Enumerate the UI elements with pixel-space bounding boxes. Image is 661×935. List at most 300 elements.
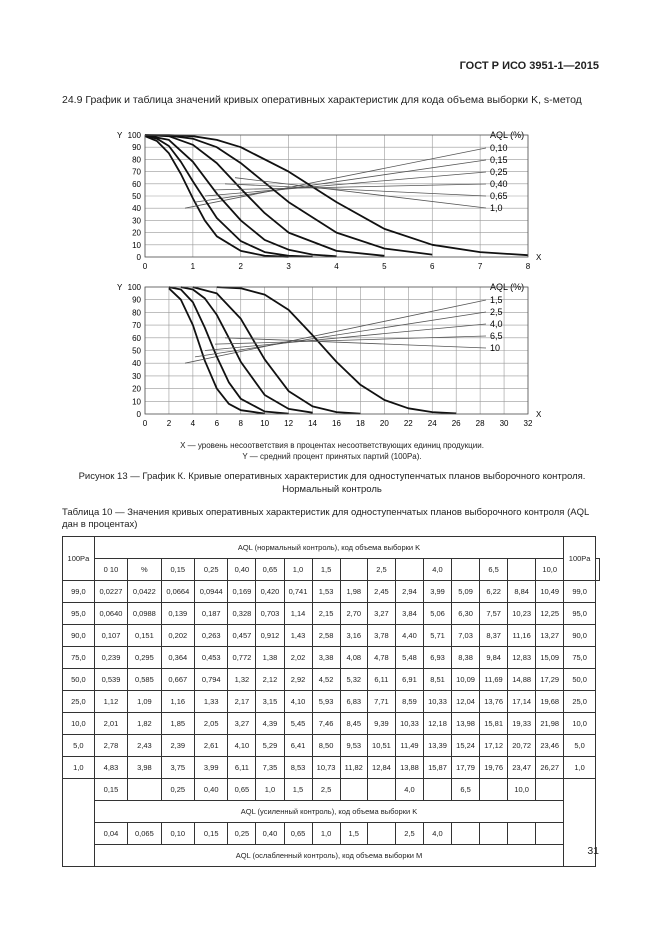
- x-tick-label: 8: [238, 419, 243, 428]
- table-cell: 0,420: [256, 581, 284, 603]
- table-cell: 5,0: [564, 735, 596, 757]
- table-row: [63, 691, 600, 713]
- aql-reduced-cell: 0,04: [94, 823, 127, 845]
- table-row: [63, 603, 600, 625]
- x-tick-label: 0: [142, 262, 148, 271]
- table-cell: 0,457: [228, 625, 256, 647]
- table-cell: 15,09: [536, 647, 564, 669]
- aql-reduced-cell: 0,065: [128, 823, 161, 845]
- y-tick-label: 40: [132, 204, 141, 214]
- aql-reduced-cell: [367, 823, 395, 845]
- table-cell: 90,0: [63, 625, 95, 647]
- table-cell: 13,27: [536, 625, 564, 647]
- table-cell: 0,741: [284, 581, 312, 603]
- y-tick-label: 30: [132, 216, 141, 226]
- x-tick-label: 5: [382, 262, 387, 271]
- table-cell: 10,23: [508, 603, 536, 625]
- table-cell: 4,40: [395, 625, 423, 647]
- aql-reduced-cell: 0,40: [256, 823, 284, 845]
- series-curve-3: [145, 135, 384, 256]
- corner-label-right: 100Pa: [564, 537, 596, 581]
- y-tick-label: 20: [132, 384, 141, 394]
- x-tick-label: 28: [475, 419, 485, 428]
- table-cell: 1,09: [128, 691, 161, 713]
- aql-header-cell: 0,25: [195, 559, 228, 581]
- aql-header-cell: [596, 559, 600, 581]
- y-tick-label: 20: [132, 228, 141, 238]
- table-cell: 3,15: [256, 691, 284, 713]
- table-cell: 6,83: [340, 691, 367, 713]
- table-cell: 1,0: [63, 757, 95, 779]
- legend-entry: 0,10: [490, 143, 508, 153]
- y-tick-label: 60: [132, 333, 141, 343]
- aql-tightened-cell: 4,0: [395, 779, 423, 801]
- legend-entry: 0,65: [490, 191, 508, 201]
- table-row: [63, 625, 600, 647]
- table-cell: 0,139: [161, 603, 194, 625]
- table-cell: 0,202: [161, 625, 194, 647]
- corner-label-left: 100Pa: [63, 537, 95, 581]
- table-cell: 10,0: [564, 713, 596, 735]
- table-cell: 3,99: [424, 581, 452, 603]
- table-row: [63, 757, 600, 779]
- aql-tightened-cell: 0,25: [161, 779, 194, 801]
- table-cell: 5,29: [256, 735, 284, 757]
- aql-header-cell: 1,5: [312, 559, 340, 581]
- table-cell: 0,239: [94, 647, 127, 669]
- aql-tightened-cell: 2,5: [312, 779, 340, 801]
- x-tick-label: 20: [379, 419, 389, 428]
- x-tick-label: 12: [284, 419, 294, 428]
- page-number: 31: [587, 845, 599, 857]
- y-tick-label: 70: [132, 167, 141, 177]
- table-cell: 10,33: [395, 713, 423, 735]
- table-cell: 11,82: [340, 757, 367, 779]
- table-cell: 2,78: [94, 735, 127, 757]
- table-cell: 2,05: [195, 713, 228, 735]
- table-cell: 10,51: [367, 735, 395, 757]
- x-tick-label: 16: [332, 419, 341, 428]
- table-cell: 2,61: [195, 735, 228, 757]
- x-tick-label: 14: [308, 419, 318, 428]
- table-cell: 8,38: [452, 647, 480, 669]
- table-row: [63, 537, 600, 559]
- x-tick-label: 10: [260, 419, 270, 428]
- table-cell: 1,82: [128, 713, 161, 735]
- aql-header-cell: 0,65: [256, 559, 284, 581]
- table-cell: 2,58: [312, 625, 340, 647]
- table-cell: 0,772: [228, 647, 256, 669]
- table-cell: 2,17: [228, 691, 256, 713]
- table-cell: 17,14: [508, 691, 536, 713]
- table-cell: 7,03: [452, 625, 480, 647]
- table-cell: 4,10: [228, 735, 256, 757]
- y-tick-label: 80: [132, 155, 141, 165]
- table-cell: 13,39: [424, 735, 452, 757]
- y-axis-label: Y: [117, 131, 123, 140]
- table-cell: 4,52: [312, 669, 340, 691]
- table-cell: 2,92: [284, 669, 312, 691]
- aql-tightened-cell: [536, 779, 564, 801]
- table-cell: 0,151: [128, 625, 161, 647]
- table-cell: 1,16: [161, 691, 194, 713]
- aql-tightened-cell: 6,5: [452, 779, 480, 801]
- y-tick-label: 40: [132, 359, 141, 369]
- table-cell: 7,71: [367, 691, 395, 713]
- aql-reduced-cell: 0,25: [228, 823, 256, 845]
- table-cell: 0,585: [128, 669, 161, 691]
- table-cell: 0,169: [228, 581, 256, 603]
- table-row: [63, 845, 600, 867]
- table-cell: 3,75: [161, 757, 194, 779]
- aql-header-cell: 10,0: [536, 559, 564, 581]
- y-tick-label: 70: [132, 321, 141, 331]
- table-row: [63, 801, 600, 823]
- aql-reduced-cell: 1,5: [340, 823, 367, 845]
- x-tick-label: 30: [499, 419, 509, 428]
- table-cell: 6,91: [395, 669, 423, 691]
- table-cell: 12,04: [452, 691, 480, 713]
- table-cell: 7,57: [480, 603, 508, 625]
- table-cell: 0,539: [94, 669, 127, 691]
- table-cell: 13,88: [395, 757, 423, 779]
- table-cell: 12,84: [367, 757, 395, 779]
- x-tick-label: 0: [142, 419, 148, 428]
- table-cell: 95,0: [63, 603, 95, 625]
- table-cell: 3,27: [367, 603, 395, 625]
- aql-header-cell: %: [128, 559, 161, 581]
- table-row: [63, 669, 600, 691]
- table-cell: 5,45: [284, 713, 312, 735]
- table-cell: 14,88: [508, 669, 536, 691]
- table-cell: 3,27: [228, 713, 256, 735]
- table-cell: 2,39: [161, 735, 194, 757]
- table-cell: 99,0: [564, 581, 596, 603]
- table-cell: 0,328: [228, 603, 256, 625]
- table-cell: 23,46: [536, 735, 564, 757]
- table-cell: 2,01: [94, 713, 127, 735]
- table-cell: 5,48: [395, 647, 423, 669]
- table-cell: 0,453: [195, 647, 228, 669]
- table-cell: 8,59: [395, 691, 423, 713]
- table-caption: Таблица 10 — Значения кривых оперативных характеристик для одноступенчатых планов выборочного контроля (AQL дан в процентах): [62, 507, 589, 530]
- table-cell: 2,12: [256, 669, 284, 691]
- aql-header-cell: 4,0: [424, 559, 452, 581]
- x-tick-label: 8: [525, 262, 531, 271]
- table-cell: 0,364: [161, 647, 194, 669]
- table-cell: 5,09: [452, 581, 480, 603]
- series-curve-0: [145, 136, 289, 257]
- table-cell: 2,43: [128, 735, 161, 757]
- table-cell: 19,33: [508, 713, 536, 735]
- aql-tightened-cell: 1,5: [284, 779, 312, 801]
- aql-reduced-cell: 2,5: [395, 823, 423, 845]
- figure-caption: Рисунок 13 — График К. Кривые оперативных характеристик для одноступенчатых планов выборочного контроля. Нормальный контроль: [78, 471, 586, 495]
- table-cell: 0,667: [161, 669, 194, 691]
- aql-header-cell: 0 10: [94, 559, 127, 581]
- table-cell: 7,35: [256, 757, 284, 779]
- table-cell: 11,69: [480, 669, 508, 691]
- table-cell: 0,912: [256, 625, 284, 647]
- aql-header-cell: 1,0: [284, 559, 312, 581]
- x-axis-label: X: [536, 410, 542, 419]
- table-cell: 13,98: [452, 713, 480, 735]
- table-cell: 10,73: [312, 757, 340, 779]
- chart-aql-normal-1: [110, 130, 550, 275]
- y-tick-label: 60: [132, 179, 141, 189]
- aql-reduced-cell: [452, 823, 480, 845]
- document-header: ГОСТ Р ИСО 3951-1—2015: [459, 60, 599, 72]
- group-header-reduced: AQL (ослабленный контроль), код объема выборки M: [94, 845, 563, 867]
- table-cell: 50,0: [63, 669, 95, 691]
- table-cell: 95,0: [564, 603, 596, 625]
- y-tick-label: 50: [132, 192, 141, 201]
- table-cell: 6,11: [367, 669, 395, 691]
- empty-cell: [63, 779, 95, 867]
- x-tick-label: 18: [355, 419, 365, 428]
- aql-reduced-cell: 0,10: [161, 823, 194, 845]
- table-cell: 12,18: [424, 713, 452, 735]
- table-cell: 10,49: [536, 581, 564, 603]
- table-cell: 25,0: [63, 691, 95, 713]
- table-cell: 75,0: [63, 647, 95, 669]
- aql-reduced-cell: [508, 823, 536, 845]
- table-cell: 12,25: [536, 603, 564, 625]
- table-cell: 4,78: [367, 647, 395, 669]
- aql-header-cell: 0,40: [228, 559, 256, 581]
- table-cell: 0,703: [256, 603, 284, 625]
- table-cell: 2,15: [312, 603, 340, 625]
- table-cell: 5,71: [424, 625, 452, 647]
- table-cell: 0,263: [195, 625, 228, 647]
- table-cell: 8,53: [284, 757, 312, 779]
- chart-aql-normal-2: [110, 282, 550, 432]
- y-tick-label: 80: [132, 308, 141, 318]
- legend-note-y: Y — средний процент принятых партий (100Pa).: [242, 452, 422, 461]
- y-tick-label: 0: [136, 253, 141, 262]
- legend-entry: 10: [490, 343, 501, 353]
- table-cell: 4,39: [256, 713, 284, 735]
- x-tick-label: 4: [334, 262, 339, 271]
- table-cell: 1,53: [312, 581, 340, 603]
- y-tick-label: 30: [132, 371, 141, 381]
- table-cell: 6,41: [284, 735, 312, 757]
- legend-title: AQL (%): [490, 130, 525, 140]
- table-cell: 1,0: [564, 757, 596, 779]
- table-row: [63, 713, 600, 735]
- legend-entry: 2,5: [490, 307, 503, 317]
- table-cell: 2,94: [395, 581, 423, 603]
- y-tick-label: 10: [132, 240, 141, 250]
- section-title: 24.9 График и таблица значений кривых оперативных характеристик для кода объема выборки K, s-метод: [62, 94, 582, 106]
- x-tick-label: 2: [166, 419, 172, 428]
- table-cell: 3,98: [128, 757, 161, 779]
- legend-entry: 0,15: [490, 155, 508, 165]
- table-cell: 15,81: [480, 713, 508, 735]
- aql-reduced-cell: 0,65: [284, 823, 312, 845]
- table-cell: 8,51: [424, 669, 452, 691]
- table-cell: 21,98: [536, 713, 564, 735]
- table-cell: 0,107: [94, 625, 127, 647]
- legend-entry: 1,5: [490, 295, 503, 305]
- table-cell: 6,93: [424, 647, 452, 669]
- table-cell: 2,70: [340, 603, 367, 625]
- x-tick-label: 22: [403, 419, 413, 428]
- aql-header-cell: [395, 559, 423, 581]
- x-tick-label: 24: [427, 419, 437, 428]
- table-cell: 6,22: [480, 581, 508, 603]
- table-cell: 75,0: [564, 647, 596, 669]
- aql-header-cell: [508, 559, 536, 581]
- table-cell: 90,0: [564, 625, 596, 647]
- group-header-normal: AQL (нормальный контроль), код объема выборки K: [94, 537, 563, 559]
- table-row: [63, 779, 600, 801]
- table-cell: 5,93: [312, 691, 340, 713]
- table-cell: 0,187: [195, 603, 228, 625]
- legend-title: AQL (%): [490, 282, 525, 292]
- legend-entry: 1,0: [490, 203, 503, 213]
- table-cell: 0,0422: [128, 581, 161, 603]
- aql-reduced-cell: [536, 823, 564, 845]
- table-cell: 9,53: [340, 735, 367, 757]
- table-cell: 11,49: [395, 735, 423, 757]
- table-cell: 1,43: [284, 625, 312, 647]
- table-cell: 0,0640: [94, 603, 127, 625]
- x-tick-label: 3: [286, 262, 291, 271]
- table-cell: 15,24: [452, 735, 480, 757]
- table-cell: 17,79: [452, 757, 480, 779]
- legend-entry: 0,40: [490, 179, 508, 189]
- table-cell: 1,98: [340, 581, 367, 603]
- table-cell: 1,38: [256, 647, 284, 669]
- y-tick-label: 100: [127, 131, 141, 140]
- table-cell: 2,02: [284, 647, 312, 669]
- table-cell: 15,87: [424, 757, 452, 779]
- aql-tightened-cell: [424, 779, 452, 801]
- table-cell: 5,32: [340, 669, 367, 691]
- legend-leader-line: [185, 300, 486, 363]
- table-row: [63, 581, 600, 603]
- table-cell: 10,33: [424, 691, 452, 713]
- table-cell: 19,76: [480, 757, 508, 779]
- x-tick-label: 2: [238, 262, 243, 271]
- aql-tightened-cell: [480, 779, 508, 801]
- table-cell: 9,39: [367, 713, 395, 735]
- table-cell: 17,12: [480, 735, 508, 757]
- table-row: [63, 735, 600, 757]
- aql-tightened-cell: 0,65: [228, 779, 256, 801]
- table-cell: 3,38: [312, 647, 340, 669]
- legend-leader-line: [235, 178, 486, 208]
- x-tick-label: 26: [451, 419, 461, 428]
- x-tick-label: 32: [523, 419, 533, 428]
- table-cell: 19,68: [536, 691, 564, 713]
- table-cell: 0,0944: [195, 581, 228, 603]
- table-cell: 4,10: [284, 691, 312, 713]
- table-cell: 9,84: [480, 647, 508, 669]
- table-cell: 3,78: [367, 625, 395, 647]
- aql-tightened-cell: [340, 779, 367, 801]
- axis-legend-notes: [62, 440, 602, 462]
- x-tick-label: 4: [190, 419, 196, 428]
- table-cell: 0,0988: [128, 603, 161, 625]
- x-axis-label: X: [536, 253, 542, 262]
- table-cell: 5,06: [424, 603, 452, 625]
- legend-entry: 4,0: [490, 319, 503, 329]
- y-axis-label: Y: [117, 283, 123, 292]
- table-cell: 2,45: [367, 581, 395, 603]
- aql-tightened-cell: [128, 779, 161, 801]
- table-cell: 6,11: [228, 757, 256, 779]
- table-cell: 1,12: [94, 691, 127, 713]
- table-row: [63, 559, 600, 581]
- aql-reduced-cell: 0,15: [195, 823, 228, 845]
- table-cell: 6,30: [452, 603, 480, 625]
- table-cell: 8,50: [312, 735, 340, 757]
- aql-header-cell: [452, 559, 480, 581]
- y-tick-label: 0: [136, 410, 141, 419]
- table-cell: 8,45: [340, 713, 367, 735]
- aql-reduced-cell: [480, 823, 508, 845]
- legend-note-x: X — уровень несоответствия в процентах несоответствующих единиц продукции.: [180, 441, 484, 450]
- legend-entry: 6,5: [490, 331, 503, 341]
- table-cell: 5,0: [63, 735, 95, 757]
- aql-header-cell: 6,5: [480, 559, 508, 581]
- table-cell: 10,09: [452, 669, 480, 691]
- aql-header-cell: 2,5: [367, 559, 395, 581]
- table-cell: 4,08: [340, 647, 367, 669]
- table-cell: 99,0: [63, 581, 95, 603]
- table-cell: 3,16: [340, 625, 367, 647]
- table-cell: 11,16: [508, 625, 536, 647]
- table-cell: 3,84: [395, 603, 423, 625]
- table-cell: 20,72: [508, 735, 536, 757]
- table-cell: 1,33: [195, 691, 228, 713]
- table-cell: 8,37: [480, 625, 508, 647]
- aql-tightened-cell: 0,15: [94, 779, 127, 801]
- legend-leader-line: [195, 312, 486, 357]
- table-cell: 3,99: [195, 757, 228, 779]
- table-cell: 7,46: [312, 713, 340, 735]
- x-tick-label: 6: [214, 419, 220, 428]
- table-cell: 25,0: [564, 691, 596, 713]
- table-cell: 1,85: [161, 713, 194, 735]
- table-cell: 17,29: [536, 669, 564, 691]
- y-tick-label: 90: [132, 143, 141, 153]
- group-header-tightened: AQL (усиленный контроль), код объема выборки K: [94, 801, 563, 823]
- aql-header-cell: 0,15: [161, 559, 194, 581]
- table-cell: 4,83: [94, 757, 127, 779]
- table-cell: 10,0: [63, 713, 95, 735]
- y-tick-label: 50: [132, 346, 141, 356]
- aql-tightened-cell: 0,40: [195, 779, 228, 801]
- legend-leader-line: [225, 184, 486, 196]
- table-cell: 8,84: [508, 581, 536, 603]
- table-cell: 13,76: [480, 691, 508, 713]
- table-cell: 50,0: [564, 669, 596, 691]
- aql-tightened-cell: 1,0: [256, 779, 284, 801]
- aql-tightened-cell: [367, 779, 395, 801]
- table-cell: 23,47: [508, 757, 536, 779]
- table-cell: 1,14: [284, 603, 312, 625]
- y-tick-label: 10: [132, 397, 141, 407]
- table-row: [63, 823, 600, 845]
- x-tick-label: 7: [477, 262, 483, 271]
- aql-header-cell: [340, 559, 367, 581]
- legend-entry: 0,25: [490, 167, 508, 177]
- aql-tightened-cell: 10,0: [508, 779, 536, 801]
- table-row: [63, 647, 600, 669]
